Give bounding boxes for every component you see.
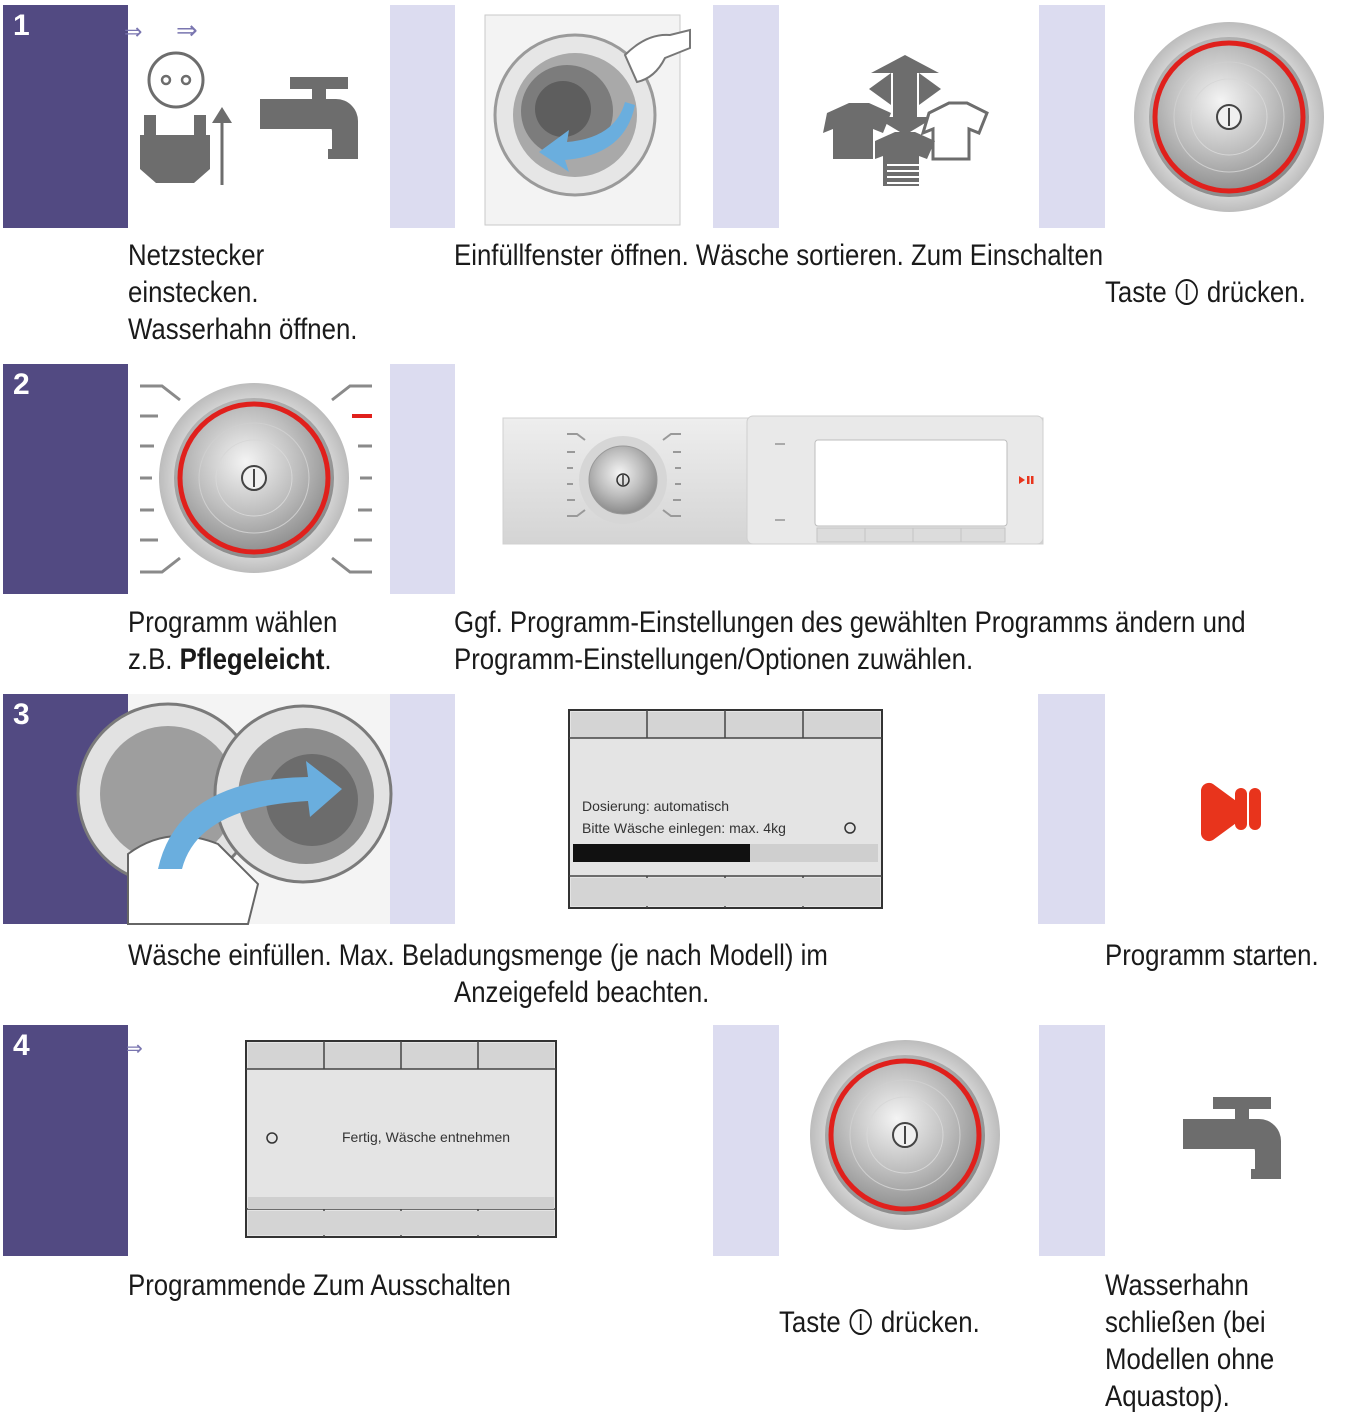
load-laundry-panel (128, 694, 390, 924)
load-progress-bar (573, 844, 750, 862)
step-1-caption-plug: Netzstecker einstecken. Wasserhahn öffnen. (128, 239, 358, 346)
power-off-panel (779, 1025, 1039, 1256)
step-3-caption-load-2: Anzeigefeld beachten. (454, 976, 710, 1009)
start-panel (1105, 694, 1363, 924)
power-knob-icon[interactable] (1105, 5, 1363, 228)
step-3-caption-start: Programm starten. (1105, 939, 1319, 972)
display-load-icon (455, 694, 1038, 924)
power-knob-icon[interactable] (779, 1025, 1039, 1256)
display-load-text: Bitte Wäsche einlegen: max. 4kg (582, 820, 786, 836)
step-2-caption-settings: Ggf. Programm-Einstellungen des gewählten Programms ändern und Programm-Einstellungen/Optionen zuwählen. (454, 606, 1246, 676)
plug-tap-panel (124, 5, 390, 228)
control-panel-icon (455, 364, 1363, 594)
step-4-caption-power: Taste drücken. (779, 1306, 980, 1339)
step-1-number: 1 (13, 9, 30, 42)
washer-door-panel (455, 5, 713, 228)
svg-text:⇒: ⇒ (124, 20, 143, 45)
svg-text:⇒: ⇒ (126, 1036, 143, 1060)
power-symbol-icon (1176, 279, 1198, 305)
display-dosing-text: Dosierung: automatisch (582, 798, 730, 814)
laundry-sort-icon (779, 5, 1039, 228)
power-knob-panel (1105, 5, 1363, 228)
step-4-caption-tap: Wasserhahn schließen (bei Modellen ohne Aquastop). (1105, 1269, 1275, 1413)
display-load-panel (455, 694, 1038, 924)
display-done-text: Fertig, Wäsche entnehmen (342, 1129, 511, 1145)
start-pause-icon[interactable] (1105, 694, 1363, 924)
washer-door-icon (455, 5, 713, 228)
control-panel-panel (455, 364, 1363, 594)
program-name: Pflegeleicht (179, 643, 325, 676)
step-2-marker (3, 364, 128, 594)
step-2-caption-select: Programm wählen z.B. Pflegeleicht. (128, 606, 338, 676)
load-laundry-icon (128, 694, 390, 924)
step-4-number: 4 (13, 1029, 30, 1062)
svg-text:⇒: ⇒ (176, 16, 198, 46)
water-tap-icon (1105, 1025, 1363, 1256)
step-1-marker (3, 5, 128, 228)
step-3-number: 3 (13, 698, 30, 731)
tap-close-panel (1105, 1025, 1363, 1256)
display-done-panel (128, 1025, 713, 1256)
step-3-caption-load: Wäsche einfüllen. Max. Beladungsmenge (je nach Modell) im (128, 939, 828, 972)
program-dial-icon[interactable] (128, 364, 390, 594)
step-1-caption-door-sort: Einfüllfenster öffnen. Wäsche sortieren. Zum Einschalten (454, 239, 1104, 272)
power-symbol-icon (850, 1309, 872, 1335)
program-dial-panel (128, 364, 390, 594)
step-1-caption-power: Taste drücken. (1105, 276, 1306, 309)
water-tap-icon (246, 63, 386, 183)
sort-panel (779, 5, 1039, 228)
step-4-marker (3, 1025, 128, 1256)
step-4-caption-end: Programmende Zum Ausschalten (128, 1269, 511, 1302)
step-2-number: 2 (13, 368, 30, 401)
